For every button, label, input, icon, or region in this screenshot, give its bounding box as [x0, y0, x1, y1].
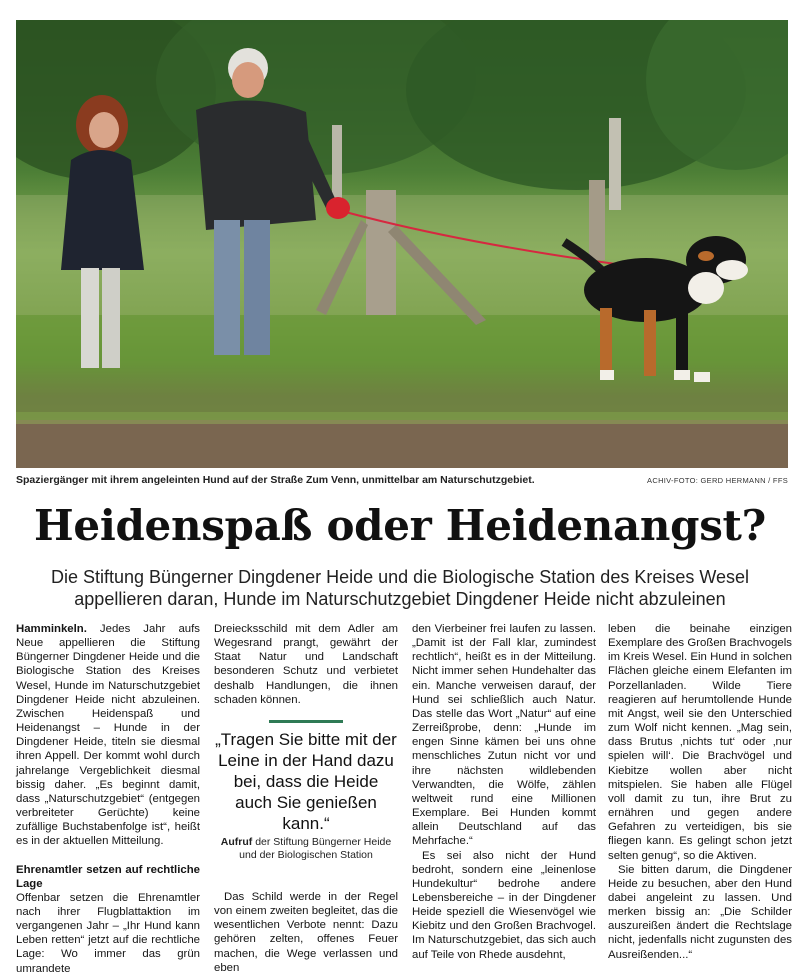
column-4-paragraph-1: leben die beinahe einzigen Exemplare des Großen Brachvogels im Kreis Wesel. Ein Hund in solchen Flächen gleiche einem Elefanten im Porzellanladen. Wilde Tiere reagieren auf herumtollende Hunde mit Angst, weil sie den Unterschied zum Wolf nicht kennen. „Mag sein, dass Brutus ‚nichts tut‘ oder ‚nur spielen will‘. Die Brachvögel und Kiebitze wollen aber nicht mitspielen. Sie haben alle Flügel voll damit zu tun, ihre Brut zu ernähren und gegen andere Gefahren zu verteidigen, bis sie fliegen kann. Es gelingt schon jetzt selten genug“, so die Aktiven.	[608, 623, 792, 862]
quote-source-bold: Aufruf	[220, 836, 253, 848]
column-3-paragraph-2: Es sei also nicht der Hund bedroht, sondern eine „leinenlose Hundekultur“ bedrohe andere Lebensbereiche – in der Dingdener Heide speziell die Wiesenvögel wie Kiebitz und den Großen Brachvogel. Im Naturschutzgebiet, das sich auch auf Teile von Rhede ausdehnt,	[412, 849, 596, 961]
article-column-2-bottom	[214, 890, 398, 975]
column-3-paragraph-1: den Vierbeiner frei laufen zu lassen. „Damit ist der Fall klar, zumindest rechtlich“, heißt es in der Mitteilung. Nicht immer sehen Hundehalter das ein. Manche verweisen darauf, der Hund sei schließlich auch Natur. Das stelle das Wort „Natur“ auf eine Zerreißprobe, denn: „Hunde im engen Sinne kämen bei uns ohne menschliches Zutun nicht vor und ihre nächsten wildlebenden Verwandten, die Wölfe, zählen weltweit rund eine Millionen Exemplare. Bei Hunden kommt allein Deutschland auf das Mehrfache.“	[412, 623, 596, 848]
column-1-paragraph-2: Offenbar setzen die Ehrenamtler nach ihrer Flugblattaktion im vergangenen Jahr – „Ihr Hund kann Leben retten“ jetzt auf die rechtliche Lage: Wo immer das grün umrandete	[16, 891, 200, 975]
column-subheading: Ehrenamtler setzen auf rechtliche Lage	[16, 863, 200, 890]
article-column-2	[214, 622, 398, 707]
quote-source	[214, 836, 398, 862]
column-1-paragraph-1	[16, 622, 200, 849]
paragraph-text: Jedes Jahr aufs Neue appellieren die Stiftung Büngerner Dingdener Heide und die Biologische Station des Kreises Wesel, Hunde im Naturschutzgebiet Dingdener Heide nicht abzuleinen. Zwischen Heidenspaß und Heidenangst – Hunde in der Dingdener Heide, titeln sie diesmal ihren Appell. Der kommt wohl durch jahrelange Vergeblichkeit diesmal bissig daher. „Es beginnt damit, dass „Naturschutzgebiet“ (entgegen verbreiteter Gerüchte) keine zufällige Buchstabenfolge ist“, heißt es in der aktuellen Mitteilung.	[16, 623, 200, 848]
pull-quote	[214, 720, 398, 862]
article-column-1	[16, 622, 200, 976]
article-photo	[16, 20, 788, 468]
quote-rule	[269, 720, 343, 723]
article-column-4	[608, 622, 792, 962]
quote-source-rest: der Stiftung Büngerner Heide und der Biologischen Station	[239, 836, 392, 861]
photo-illustration	[16, 20, 788, 468]
photo-credit: ACHIV-FOTO: GERD HERMANN / FFS	[647, 476, 788, 485]
article-column-3	[412, 622, 596, 962]
column-4-paragraph-2: Sie bitten darum, die Dingdener Heide zu besuchen, aber den Hund dabei angeleint zu lassen. Und merken bissig an: „Die Schilder auszureißen ändert die Rechtslage nicht, jedenfalls nicht zugunsten des Ausreißenden...“	[608, 863, 792, 961]
subheadline: Die Stiftung Büngerner Dingdener Heide und die Biologische Station des Kreises Wesel appellieren daran, Hunde im Naturschutzgebiet Dingdener Heide nicht abzuleinen	[50, 567, 750, 609]
headline: Heidenspaß oder Heidenangst?	[34, 501, 766, 550]
photo-caption: Spaziergänger mit ihrem angeleinten Hund auf der Straße Zum Venn, unmittelbar am Naturschutzgebiet.	[16, 474, 535, 486]
column-2-paragraph-1: Dreiecksschild mit dem Adler am Wegesrand prangt, gewährt der Staat Natur und Landschaft besonderen Schutz und verbietet deshalb Handlungen, die ihnen schaden können.	[214, 623, 398, 706]
dateline: Hamminkeln.	[16, 623, 87, 635]
quote-text: „Tragen Sie bitte mit der Leine in der Hand dazu bei, dass die Heide auch Sie genießen kann.“	[215, 730, 397, 833]
column-2-paragraph-2: Das Schild werde in der Regel von einem zweiten begleitet, das die wesentlichen Verbote nennt: Dazu gehören zelten, offenes Feuer machen, die Wege verlassen und eben	[214, 891, 398, 974]
